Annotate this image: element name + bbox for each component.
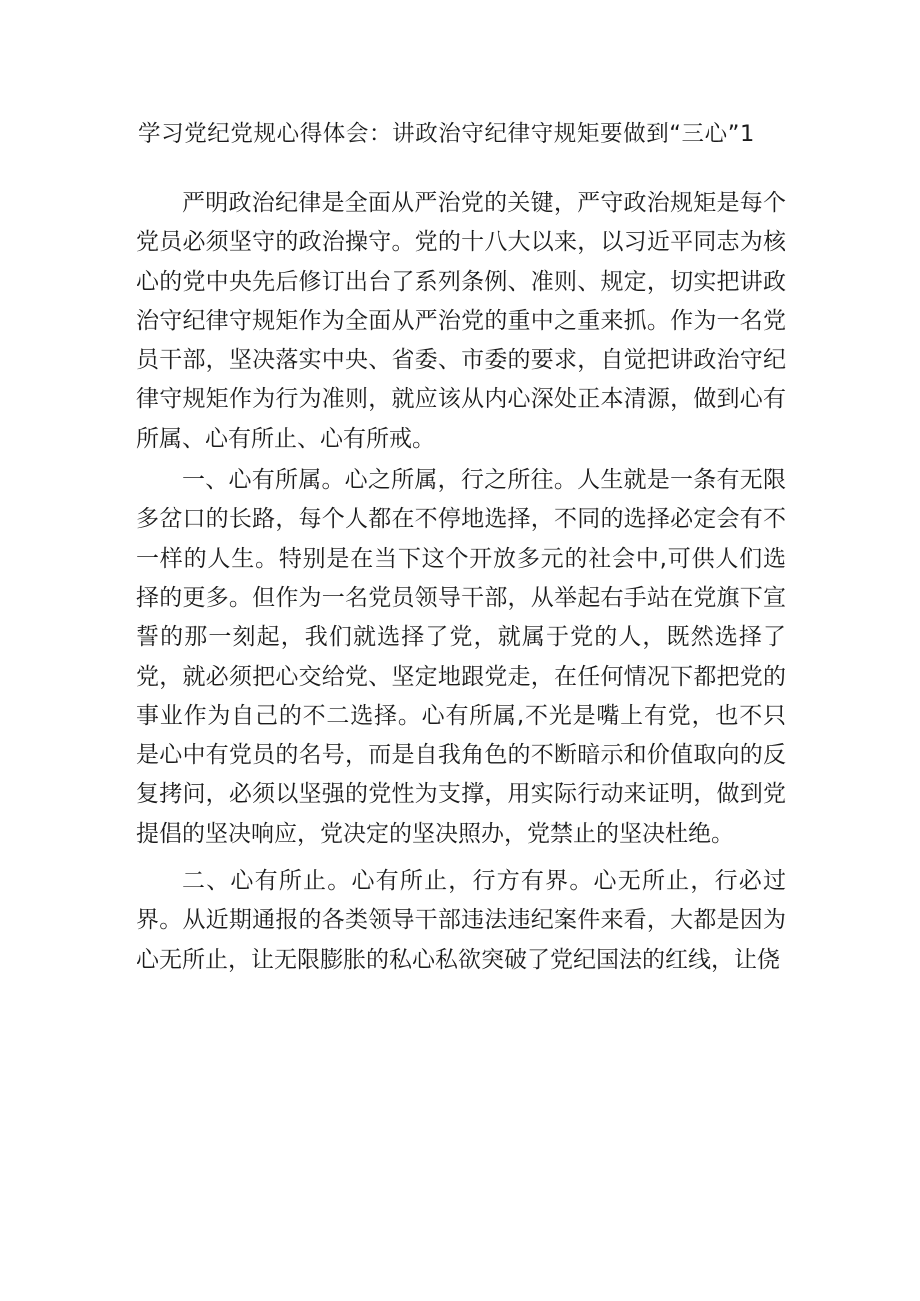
paragraph-intro: 严明政治纪律是全面从严治党的关键，严守政治规矩是每个党员必须坚守的政治操守。党的十八大以来，以习近平同志为核心的党中央先后修订出台了系列条例、准则、规定，切实把讲政治守纪律守规矩作为全面从严治党的重中之重来抓。作为一名党员干部，坚决落实中央、省委、市委的要求，自觉把讲政治守纪律守规矩作为行为准则，就应该从内心深处正本清源，做到心有所属、心有所止、心有所戒。: [136, 190, 786, 452]
document-body: [136, 184, 786, 980]
paragraph-section-one: 一、心有所属。心之所属，行之所往。人生就是一条有无限多岔口的长路，每个人都在不停地选择，不同的选择必定会有不一样的人生。特别是在当下这个开放多元的社会中,可供人们选择的更多。但作为一名党员领导干部，从举起右手站在党旗下宣誓的那一刻起，我们就选择了党，就属于党的人，既然选择了党，就必须把心交给党、坚定地跟党走，在任何情况下都把党的事业作为自己的不二选择。心有所属,不光是嘴上有党，也不只是心中有党员的名号，而是自我角色的不断暗示和价值取向的反复拷问，必须以坚强的党性为支撑，用实际行动来证明，做到党提倡的坚决响应，党决定的坚决照办，党禁止的坚决杜绝。: [136, 467, 786, 847]
document-title: 学习党纪党规心得体会：讲政治守纪律守规矩要做到“三心”1: [138, 121, 755, 147]
paragraph-section-two: 二、心有所止。心有所止，行方有界。心无所止，行必过界。从近期通报的各类领导干部违法违纪案件来看，大都是因为心无所止，让无限膨胀的私心私欲突破了党纪国法的红线，让侥: [136, 868, 786, 973]
